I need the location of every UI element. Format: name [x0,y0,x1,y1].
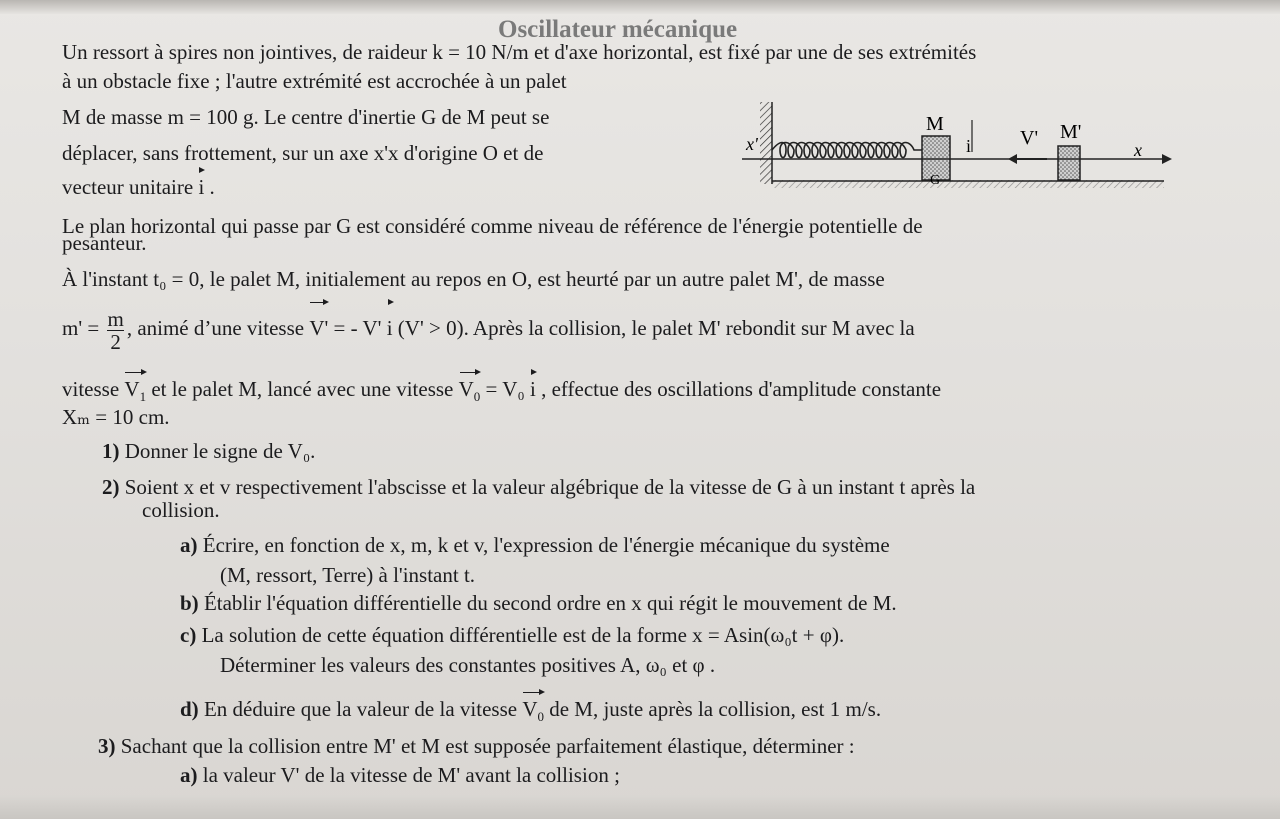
instant-line: À l'instant t₀ = 0, le palet M, initialement au repos en O, est heurté par un autre palet M', de masse [62,267,885,291]
velocity-line-start: vitesse [62,377,120,401]
question-1-number: 1) [102,439,120,463]
question-3-number: 3) [98,734,116,758]
question-2-number: 2) [102,475,120,499]
mass-line-mid: , animé d’une vitesse [126,316,305,340]
palet-m-prime-block [1058,146,1080,180]
velocity-v0-vector-2: $V_0$ [522,690,544,730]
question-2b-text: Établir l'équation différentielle du second ordre en x qui régit le mouvement de M. [203,591,897,615]
velocity-equation: = - V' [333,316,382,340]
velocity-line-end: , effectue des oscillations d'amplitude constante [541,377,942,401]
question-3a-number: a) [180,763,198,787]
amplitude-line: Xₘ = 10 cm. [62,405,170,429]
velocity-arrowhead [1008,154,1017,164]
x-axis-arrow [1162,154,1172,164]
question-3-text: Sachant que la collision entre M' et M est supposée parfaitement élastique, déterminer : [120,734,855,758]
question-2a [180,532,890,558]
unit-vector-i: i [198,168,204,200]
unit-vector-i-inline-2: i [530,370,536,402]
velocity-v0-vector: $V_0$ [459,370,481,410]
intro-line-2: à un obstacle fixe ; l'autre extrémité est accrochée à un palet [62,69,567,93]
question-2d-text: En déduire que la valeur de la vitesse [203,697,518,721]
question-3 [98,733,855,759]
page-top-edge [0,0,1280,14]
label-m: M [926,113,944,135]
spring-coil [772,143,922,158]
question-2d [180,690,881,730]
velocity-line-mid: et le palet M, lancé avec une vitesse [151,377,454,401]
question-2a-number: a) [180,533,198,557]
question-2-cont: collision. [142,498,220,522]
question-2a-text: Écrire, en fonction de x, m, k et v, l'expression de l'énergie mécanique du système [202,533,890,557]
unit-vector-i-inline: i [387,300,393,350]
question-2c-cont: Déterminer les valeurs des constantes positives A, ω₀ et φ . [220,653,716,677]
question-2c-number: c) [180,623,197,647]
exercise-title: Oscillateur mécanique [498,16,738,43]
mass-line [62,300,915,353]
intro-line-3: M de masse m = 100 g. Le centre d'inertie G de M peut se [62,105,550,129]
question-1-text: Donner le signe de V₀. [124,439,316,463]
label-i: i [966,136,972,156]
intro-line-5 [62,168,215,200]
label-g: G [930,173,941,188]
question-2b [180,590,897,616]
velocity-v-prime-vector: V' [309,300,328,350]
page-bottom-shadow [0,795,1280,819]
label-x: x [1134,140,1142,160]
reference-line-1: Le plan horizontal qui passe par G est considéré comme niveau de référence de l'énergie potentielle de [62,214,923,238]
fraction-numerator: m [107,306,124,331]
question-2a-cont: (M, ressort, Terre) à l'instant t. [220,563,476,587]
question-1 [102,438,315,464]
label-m-prime: M' [1060,121,1082,143]
mass-line-end: (V' > 0). Après la collision, le palet M' rebondit sur M avec la [397,316,915,340]
intro-line-5-end: . [204,175,215,199]
fraction-denominator: 2 [107,330,123,353]
question-2b-number: b) [180,591,199,615]
velocity-v1-vector: $V_1$ [124,370,146,410]
label-x-prime: x' [746,134,758,154]
label-v-prime: V' [1020,127,1039,149]
question-2c [180,622,844,648]
mass-fraction [107,308,123,353]
spring-diagram [742,100,1172,192]
intro-line-5-text: vecteur unitaire [62,175,194,199]
question-2-text: Soient x et v respectivement l'abscisse et la valeur algébrique de la vitesse de G à un instant t après la [124,475,976,499]
intro-line-1: Un ressort à spires non jointives, de raideur k = 10 N/m et d'axe horizontal, est fixé par une de ses extrémités [62,40,977,64]
reference-line-2: pesanteur. [62,231,147,255]
velocity-line [62,370,941,410]
intro-line-4: déplacer, sans frottement, sur un axe x'x d'origine O et de [62,141,544,165]
question-2d-text-end: de M, juste après la collision, est 1 m/s. [549,697,882,721]
mass-equation: m' = [62,316,100,340]
question-2 [102,474,975,500]
question-3a [180,762,620,788]
question-2c-text: La solution de cette équation différentielle est de la forme x = Asin(ω₀t + φ). [201,623,845,647]
fixed-wall-hatch [760,102,772,184]
question-3a-text: la valeur V' de la vitesse de M' avant la collision ; [202,763,620,787]
question-2d-number: d) [180,697,199,721]
velocity-v0-equation: = V₀ [485,377,525,401]
